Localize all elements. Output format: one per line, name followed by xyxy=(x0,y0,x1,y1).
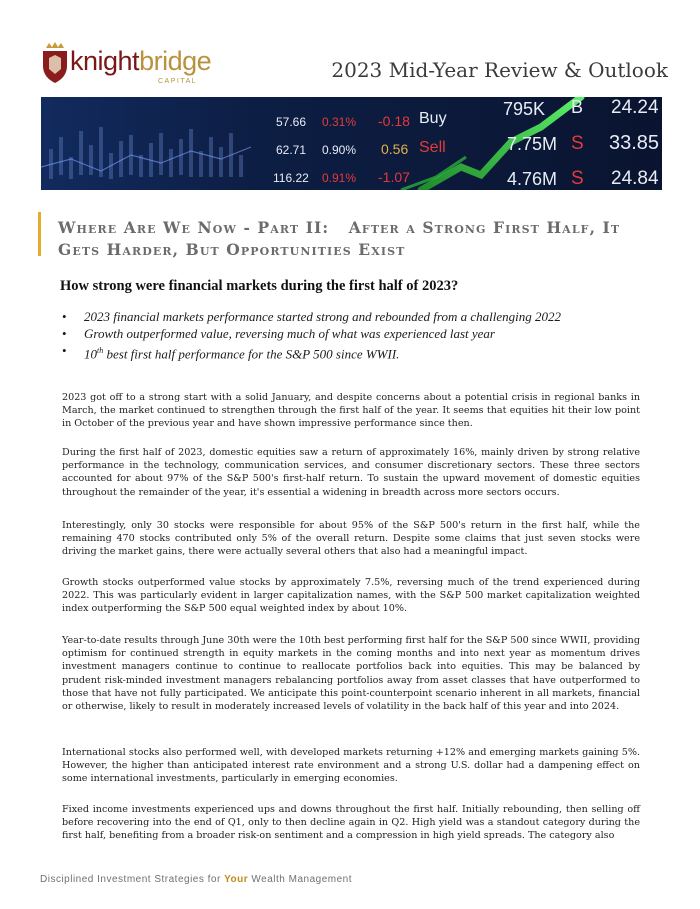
key-points-list xyxy=(60,308,561,362)
crown-shield-icon xyxy=(40,42,70,84)
ticker-value: Sell xyxy=(419,139,446,156)
footer-text: Wealth Management xyxy=(248,874,352,885)
footer-tagline xyxy=(40,874,352,885)
ticker-value: 0.56 xyxy=(381,141,409,157)
ticker-value: 116.22 xyxy=(273,171,309,185)
ticker-value: 33.85 xyxy=(609,132,660,154)
ticker-value: 0.91% xyxy=(322,171,357,185)
body-paragraph: Interestingly, only 30 stocks were responsible for about 95% of the S&P 500's return in the first half, while the remaining 470 stocks contributed only 5% of the overall return. Despite some claims that just seven stocks were driving the market gains, there were actually several others that also had a meaningful impact. xyxy=(62,520,640,558)
ticker-value: 62.71 xyxy=(276,143,307,157)
body-paragraph: Year-to-date results through June 30th were the 10th best performing first half for the S&P 500 since WWII, providing optimism for continued strength in equity markets in the coming months and into next year as momentum drives investment managers continue to continue to reallocate portfolios back into equities. This may be balanced by prudent risk-minded investment managers rebalancing portfolios away from asset classes that have outperformed to those that have not fully participated. We anticipate this point-counterpoint scenario inherent in all markets, financial or otherwise, likely to result in moderately increased levels of volatility in the back half of this year and into 2024. xyxy=(62,635,640,713)
body-paragraph: Fixed income investments experienced ups and downs throughout the first half. Initially rebounding, then selling off before recovering into the end of Q1, only to then decline again in Q2. High yield was a standout category during the first half, benefiting from a broader risk-on sentiment and a compression in high yield spreads. The category also xyxy=(62,804,640,842)
body-paragraph: During the first half of 2023, domestic equities saw a return of approximately 16%, mainly driven by strong relative performance in the technology, communication services, and consumer discretionary sectors. These three sectors accounted for about 97% of the S&P 500's first-half return. To sustain the upward movement of domestic equities throughout the remainder of the year, it's essential a widening in breadth across more sectors occurs. xyxy=(62,447,640,498)
logo-word-knight: knight xyxy=(70,46,140,76)
footer-text: Disciplined Investment Strategies for xyxy=(40,874,225,885)
bullet-icon: • xyxy=(62,326,67,341)
ticker-value: 57.66 xyxy=(276,115,307,129)
bullet-text: best first half performance for the S&P 500 since WWII. xyxy=(103,346,400,362)
ticker-value: -1.07 xyxy=(378,169,410,185)
ticker-value: B xyxy=(571,97,584,117)
footer-emphasis: Your xyxy=(224,874,249,885)
ticker-value: S xyxy=(571,168,584,189)
company-logo xyxy=(40,40,240,92)
ticker-value: 0.90% xyxy=(322,143,357,157)
body-paragraph: 2023 got off to a strong start with a solid January, and despite concerns about a potential crisis in regional banks in March, the market continued to strengthen through the first half of the year. It seems that equities hit their low point in October of the previous year and have shown impressive performance since then. xyxy=(62,392,640,430)
stock-ticker-banner xyxy=(41,97,662,190)
bullet-icon: • xyxy=(62,309,67,324)
ticker-value: -0.18 xyxy=(378,113,410,129)
ticker-value: S xyxy=(571,133,584,154)
body-paragraph: International stocks also performed well, with developed markets returning +12% and emerging markets gaining 5%. However, the higher than anticipated interest rate environment and a strong U.S. dollar had a dampening effect on some international investments, particularly in emerging economies. xyxy=(62,747,640,785)
list-item xyxy=(60,342,561,362)
body-paragraph: Growth stocks outperformed value stocks by approximately 7.5%, reversing much of the trend experienced during 2022. This was particularly evident in larger capitalization names, with the S&P 500 market capitalization weighted index outperforming the S&P 500 equal weighted index by about 10%. xyxy=(62,577,640,615)
ticker-value: 4.76M xyxy=(507,169,558,189)
section-question: How strong were financial markets during the first half of 2023? xyxy=(60,278,459,294)
list-item xyxy=(60,308,561,325)
bullet-text: Growth outperformed value, reversing much of what was experienced last year xyxy=(84,326,495,341)
bullet-icon: • xyxy=(62,343,67,358)
section-accent-bar xyxy=(38,212,41,256)
document-title: 2023 Mid-Year Review & Outlook xyxy=(331,58,668,82)
section-title xyxy=(58,217,668,261)
section-title-line: Gets Harder, But Opportunities Exist xyxy=(58,240,406,259)
logo-wordmark xyxy=(70,46,211,77)
logo-word-bridge: bridge xyxy=(139,46,212,76)
list-item xyxy=(60,325,561,342)
logo-subtitle: CAPITAL xyxy=(158,78,198,85)
bullet-number: 10 xyxy=(84,346,97,362)
ticker-value: 0.31% xyxy=(322,115,357,129)
ticker-value: 795K xyxy=(503,99,546,119)
ticker-value: 24.84 xyxy=(611,168,659,189)
ticker-value: Buy xyxy=(419,110,447,127)
section-title-line: Where Are We Now - Part II: After a Strong First Half, It xyxy=(58,218,621,237)
ticker-value: 7.75M xyxy=(507,134,558,154)
bullet-superscript: th xyxy=(97,346,104,355)
bullet-text: 2023 financial markets performance started strong and rebounded from a challenging 2022 xyxy=(84,309,561,324)
ticker-value: 24.24 xyxy=(611,97,659,118)
